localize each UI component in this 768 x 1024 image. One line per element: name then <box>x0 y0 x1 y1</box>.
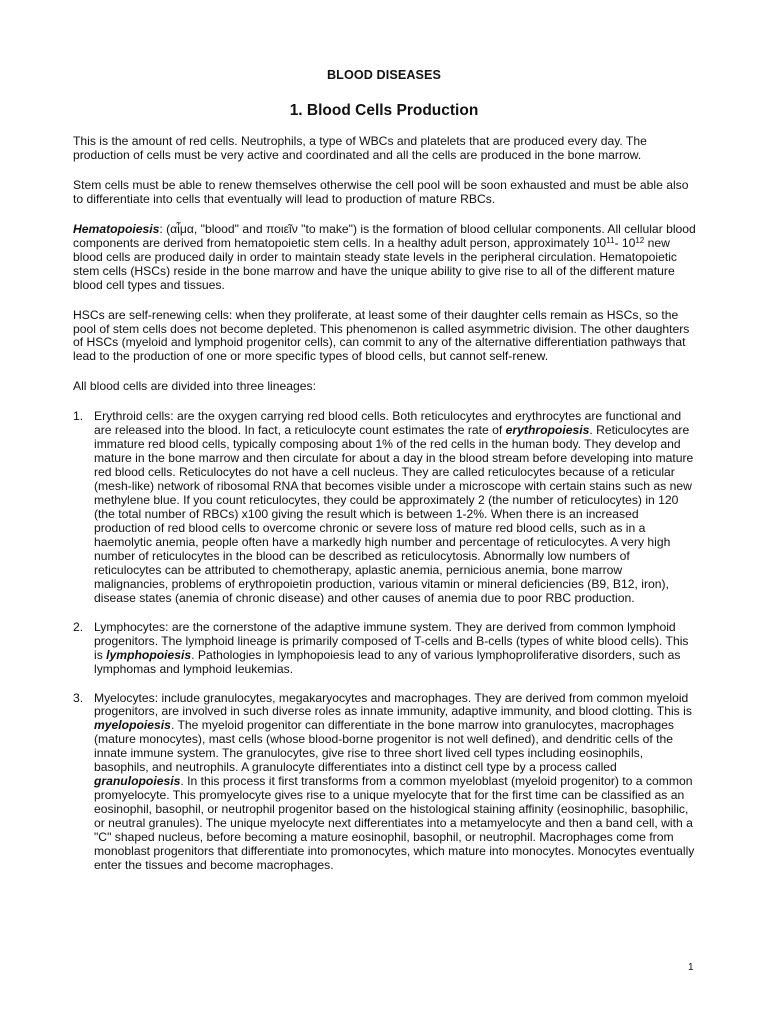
paragraph-hsc: HSCs are self-renewing cells: when they proliferate, at least some of their daughter cells remain as HSCs, so the pool of stem cells does not become depleted. This phenomenon is called asymmetric division. The other daughters of HSCs (myeloid and lymphoid progenitor cells), can commit to any of the alternative differentiation pathways that lead to the production of one or more specific types of blood cells, but cannot self-renew. <box>73 307 690 364</box>
paragraph-lineages-intro: All blood cells are divided into three lineages: <box>73 379 316 394</box>
document-title: BLOOD DISEASES <box>326 68 442 82</box>
term-myelopoiesis: myelopoiesis <box>94 718 171 733</box>
list-item-erythroid: 1. Erythroid cells: are the oxygen carrying red blood cells. Both reticulocytes and erythrocytes are functional and are released into the blood. In fact, a reticulocyte count estimates the rate of erythropoiesis. Reticulocytes are immature red blood cells, typically composing about 1% of the red cells in the human body. They develop and mature in the bone marrow and then circulate for about a day in the blood stream before developing into mature red blood cells. Reticulocytes do not have a cell nucleus. They are called reticulocytes because of a reticular (mesh-like) network of ribosomal RNA that becomes visible under a microscope with certain stains such as new methylene blue. If you count reticulocytes, they could be approximately 2 (the number of reticulocytes) in 120 (the total number of RBCs) x100 giving the result which is between 1-2%. When there is an increased production of red blood cells to overcome chronic or severe loss of mature red blood cells, such as in a haemolytic anemia, people often have a markedly high number and percentage of reticulocytes. A very high number of reticulocytes in the blood can be described as reticulocytosis. Abnormally low numbers of reticulocytes can be attributed to chemotherapy, aplastic anemia, pernicious anemia, bone marrow malignancies, problems of erythropoietin production, various vitamin or mineral deficiencies (B9, B12, iron), disease states (anemia of chronic disease) and other causes of anemia due to poor RBC production. <box>73 409 694 605</box>
lineage-list <box>73 410 696 873</box>
paragraph-hematopoiesis: Hematopoiesis: (αἷμα, "blood" and ποιεῖν "to make") is the formation of blood cellular components. All cellular blood components are derived from hematopoietic stem cells. In a healthy adult person, approximately $10^{11}-$ $10^{12}$ new blood cells are produced daily in order to maintain steady state levels in the peripheral circulation. Hematopoietic stem cells (HSCs) reside in the bone marrow and have the unique ability to give rise to all of the different mature blood cell types and tissues. <box>73 221 696 292</box>
superscript-12: 12 <box>635 235 645 245</box>
section-heading: 1. Blood Cells Production <box>289 102 479 119</box>
term-hematopoiesis: Hematopoiesis <box>73 221 160 236</box>
term-erythropoiesis: erythropoiesis <box>505 423 590 438</box>
paragraph-stem-cells: Stem cells must be able to renew themselves otherwise the cell pool will be soon exhausted and must be able also to differentiate into cells that eventually will lead to production of mature RBCs. <box>73 177 689 206</box>
page-number: 1 <box>688 962 694 973</box>
superscript-11: 11 <box>606 235 615 245</box>
list-item-lymphocytes: 2. Lymphocytes: are the cornerstone of the adaptive immune system. They are derived from common lymphoid progenitors. The lymphoid lineage is primarily composed of T-cells and B-cells (types of white blood cells). This is lymphopoiesis. Pathologies in lymphopoiesis lead to any of various lymphoproliferative disorders, such as lymphomas and lymphoid leukemias. <box>73 619 689 676</box>
paragraph-intro: This is the amount of red cells. Neutrophils, a type of WBCs and platelets that are produced every day. The production of cells must be very active and coordinated and all the cells are produced in the bone marrow. <box>73 134 647 162</box>
term-granulopoiesis: granulopoiesis <box>94 774 181 789</box>
list-item-myelocytes: 3. Myelocytes: include granulocytes, megakaryocytes and macrophages. They are derived from common myeloid progenitors, are involved in such diverse roles as innate immunity, adaptive immunity, and blood clotting. This is myelopoiesis. The myeloid progenitor can differentiate in the bone marrow into granulocytes, macrophages (mature monocytes), mast cells (whose blood-borne progenitor is not well defined), and dendritic cells of the innate immune system. The granulocytes, give rise to three short lived cell types including eosinophils, basophils, and neutrophils. A granulocyte differentiates into a distinct cell type by a process called granulopoiesis. In this process it first transforms from a common myeloblast (myeloid progenitor) to a common promyelocyte. This promyelocyte gives rise to a unique myelocyte that for the first time can be classified as an eosinophil, basophil, or neutrophil progenitor based on the histological staining affinity (eosinophilic, basophilic, or neutral granules). The unique myelocyte next differentiates into a metamyelocyte and then a band cell, with a "C" shaped nucleus, before becoming a mature eosinophil, basophil, or neutrophil. Macrophages come from monoblast progenitors that differentiate into promonocytes, which mature into monocytes. Monocytes eventually enter the tissues and become macrophages. <box>73 690 695 872</box>
list-number: 1. <box>73 409 84 424</box>
document-body <box>73 135 696 888</box>
list-number: 3. <box>73 690 84 705</box>
list-number: 2. <box>73 619 84 634</box>
term-lymphopoiesis: lymphopoiesis <box>106 647 192 662</box>
